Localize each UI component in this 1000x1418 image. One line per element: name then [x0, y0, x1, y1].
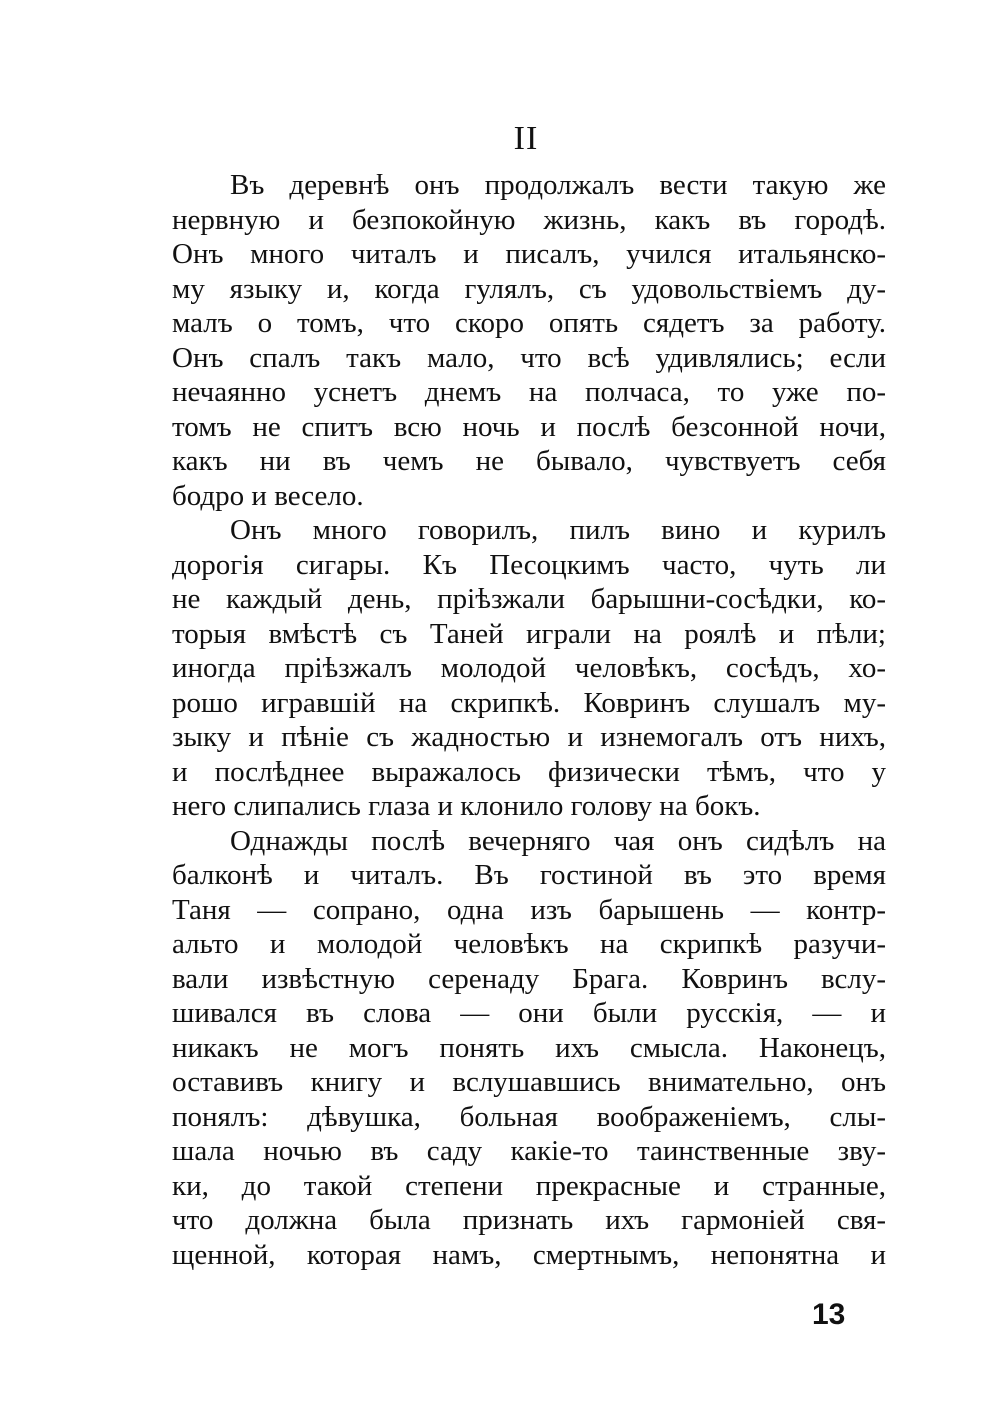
paragraph — [172, 513, 886, 824]
text-line: бодро и весело. — [172, 479, 364, 512]
paragraph — [172, 168, 886, 513]
text-line: балконѣ и читалъ. Въ гостиной въ это время — [172, 859, 886, 891]
body-text — [172, 168, 886, 1272]
text-line: никакъ не могъ понять ихъ смысла. Наконецъ, — [172, 1031, 886, 1064]
text-line: и послѣднее выражалось физически тѣмъ, что у — [172, 755, 886, 788]
text-line: вали извѣстную серенаду Брага. Ковринъ вслу- — [172, 962, 886, 995]
text-line: что должна была признать ихъ гармоніей свя- — [172, 1204, 886, 1236]
paragraph — [172, 824, 886, 1273]
text-line: него слипались глаза и клонило голову на бокъ. — [172, 790, 761, 822]
text-line: Въ деревнѣ онъ продолжалъ вести такую же — [230, 169, 886, 201]
text-line: понялъ: дѣвушка, больная воображеніемъ, слы- — [172, 1100, 886, 1133]
text-line: шала ночью въ саду какіе-то таинственные зву- — [172, 1135, 886, 1167]
text-line: шивался въ слова — они были русскія, — и — [172, 997, 886, 1029]
text-line: какъ ни въ чемъ не бывало, чувствуетъ себя — [172, 445, 886, 477]
text-line: оставивъ книгу и вслушавшись внимательно, онъ — [172, 1066, 886, 1098]
text-line: томъ не спитъ всю ночь и послѣ безсонной ночи, — [172, 410, 886, 443]
text-line: щенной, которая намъ, смертнымъ, непонятна и — [172, 1238, 886, 1271]
text-line: му языку и, когда гулялъ, съ удовольствіемъ ду- — [172, 272, 886, 305]
text-line: нервную и безпокойную жизнь, какъ въ городѣ. — [172, 203, 886, 236]
text-line: торыя вмѣстѣ съ Таней играли на роялѣ и пѣли; — [172, 617, 886, 650]
text-line: ки, до такой степени прекрасные и странные, — [172, 1169, 886, 1202]
chapter-heading: II — [513, 120, 539, 157]
text-line: Онъ много говорилъ, пилъ вино и курилъ — [230, 514, 886, 546]
text-line: дорогія сигары. Къ Песоцкимъ часто, чуть ли — [172, 548, 886, 581]
text-line: Таня — сопрано, одна изъ барышень — контр- — [172, 893, 886, 926]
text-line: малъ о томъ, что скоро опять сядетъ за работу. — [172, 307, 886, 339]
text-line: Однажды послѣ вечерняго чая онъ сидѣлъ на — [230, 824, 886, 857]
text-line: Онъ много читалъ и писалъ, учился итальянско- — [172, 238, 886, 270]
text-line: Онъ спалъ такъ мало, что всѣ удивлялись; если — [172, 341, 886, 374]
text-line: рошо игравшій на скрипкѣ. Ковринъ слушалъ му- — [172, 686, 886, 719]
text-line: альто и молодой человѣкъ на скрипкѣ разучи- — [172, 928, 886, 960]
text-line: нечаянно уснетъ днемъ на полчаса, то уже по- — [172, 376, 886, 408]
text-line: зыку и пѣніе съ жадностью и изнемогалъ отъ нихъ, — [172, 721, 886, 753]
page-number: 13 — [812, 1298, 846, 1331]
text-line: иногда пріѣзжалъ молодой человѣкъ, сосѣдъ, хо- — [172, 652, 886, 684]
text-line: не каждый день, пріѣзжали барышни-сосѣдки, ко- — [172, 583, 886, 615]
